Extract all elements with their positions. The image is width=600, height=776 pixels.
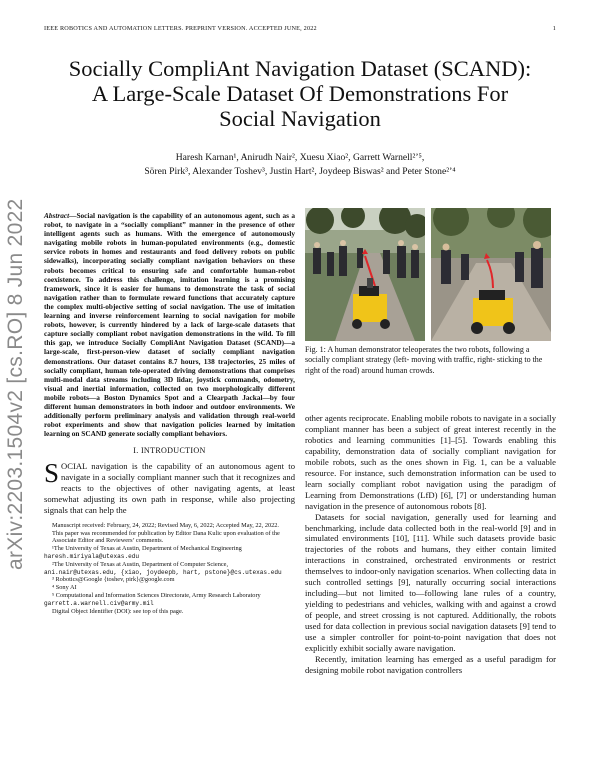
footnote-email-2: ani.nair@utexas.edu, {xiao, joydeepb, hart, pstone}@cs.utexas.edu [44,568,282,576]
authors-line-2: Sören Pirk³, Alexander Toshev³, Justin Hart², Joydeep Biswas² and Peter Stone²ʼ⁴ [144,165,456,177]
running-head-text: IEEE ROBOTICS AND AUTOMATION LETTERS. PREPRINT VERSION. ACCEPTED JUNE, 2022 [44,25,317,32]
title-line-1: Socially CompliAnt Navigation Dataset (SCAND): [68,56,532,81]
footnote-affiliation-1: ¹The University of Texas at Austin, Department of Mechanical Engineering [52,545,242,553]
title-line-3: Social Navigation [219,106,381,131]
footnote-editor: This paper was recommended for publication by Editor Dana Kulic upon evaluation of the Associate Editor and Reviewers’ comments. [52,529,280,545]
right-paragraph-2: Datasets for social navigation, generally used for learning and benchmarking, include data collected both in the real-world [9] and in simulated environments [10], [11]. While such datasets provide basic trajectories of the robots and humans, they either contain limited interactions in constrained, orchestrated environments or restrict themselves to indoor-only navigation scenarios. When collecting data in such controlled settings [9], naturally occurring social interactions including—but not limited to—following lane rules of a country, yielding to pedestrians and vehicles, walking with and against a crowd of people, and street crossing is not captured. Additionally, the robots used for data collection in previous social navigation datasets [9] tend to use a simpler controller for point-to-point navigation that does not explicitly exhibit socially aware navigation. [305,511,556,654]
footnote-manuscript: Manuscript received: February, 24, 2022; Revised May, 6, 2022; Accepted May, 22, 2022. [52,521,279,529]
footnote-email-1: haresh.miriyala@utexas.edu [44,553,140,561]
photo-left-robot-crowd [305,208,425,341]
abstract-lead: Abstract [44,211,70,220]
figure-1-caption: Fig. 1: A human demonstrator teleoperates the two robots, following a socially compliant strategy (left- moving with traffic, right- sticking to the right of the road) around human crowds. [305,345,543,375]
abstract [44,211,295,438]
paper-title [30,56,570,131]
abstract-text: —Social navigation is the capability of an autonomous agent, such as a robot, to navigate in a “socially compliant” manner in the presence of other intelligent agents such as humans. With the emergence of autonomously navigating mobile robots in human-populated environments (e.g., domestic service robots in homes and restaurants and food delivery robots on public sidewalks), incorporating socially compliant navigation behaviors on these robots becomes critical to ensuring safe and comfortable human-robot coexistence. To address this challenge, imitation learning is a promising framework, since it is easier for humans to demonstrate the task of social navigation rather than to formulate reward functions that accurately capture the complex multi-objective setting of social navigation. The use of imitation learning and inverse reinforcement learning to social navigation for mobile robots, however, is currently hindered by a lack of large-scale datasets that capture socially compliant robot navigation demonstrations in the wild. To fill this gap, we introduce Socially CompliAnt Navigation Dataset (SCAND)—a large-scale, first-person-view dataset of socially compliant navigation demonstrations. Our dataset contains 8.7 hours, 138 trajectories, 25 miles of socially compliant, human tele-operated driving demonstrations that comprises multi-modal data streams including 3D lidar, joystick commands, odometry, visual and inertial information, collected on two morphologically different mobile robots—a Boston Dynamics Spot and a Clearpath Jackal—by four different human demonstrators in both indoor and outdoor environments. We additionally perform preliminary analysis and validation through real-world robot experiments and show that navigation policies learned by imitation learning on SCAND generate socially compliant behaviors. [44,211,295,439]
title-line-2: A Large-Scale Dataset Of Demonstrations For [91,81,509,106]
footnotes [44,522,295,616]
section-heading-introduction: I. INTRODUCTION [133,446,206,456]
intro-text: OCIAL navigation is the capability of an autonomous agent to navigate in a socially compliant manner such that it recognizes and reacts to the objectives of other navigating agents, at least somewhat adjusting its own path in response, while also projecting signals that can help the [44,461,295,515]
footnote-affiliation-3: ³ Robotics@Google {toshev, pirk}@google.com [52,576,175,584]
author-list [60,151,540,178]
arxiv-side-stamp: arXiv:2203.1504v2 [cs.RO] 8 Jun 2022 [4,198,27,570]
page-number: 1 [552,25,556,32]
photo-right-robot-campus [431,208,551,341]
authors-line-1: Haresh Karnan¹, Anirudh Nair², Xuesu Xiao², Garrett Warnell²ʼ⁵, [175,152,425,163]
footnote-email-5: garrett.a.warnell.civ@army.mil [44,599,154,607]
drop-cap: S [44,458,60,489]
figure-1 [305,208,556,341]
right-paragraph-1: other agents reciprocate. Enabling mobile robots to navigate in a socially compliant manner has been a subject of great interest recently in the robotics and learning communities [1]–[5]. Towards enabling this capability, demonstration data of socially compliant navigation for mobile robots, such as the ones shown in Fig. 1, can be a valuable resource. For instance, such demonstration information can be used to learn socially compliant robot navigation using the paradigm of Learning from Demonstrations (LfD) [6], [7] or understanding human navigation in the presence of autonomous robots [8]. [305,413,556,511]
right-column [305,413,556,676]
footnote-affiliation-4: ⁴ Sony AI [52,584,77,592]
introduction-paragraph [44,458,295,516]
right-paragraph-3: Recently, imitation learning has emerged as a useful paradigm for designing mobile robot navigation controllers [305,653,556,675]
footnote-doi: Digital Object Identifier (DOI): see top of this page. [52,607,184,615]
footnote-affiliation-5: ⁵ Computational and Information Sciences Directorate, Army Research Laboratory [52,592,261,600]
footnote-affiliation-2: ²The University of Texas at Austin, Department of Computer Science, [52,560,229,568]
left-column [44,211,295,615]
running-header [44,25,556,32]
